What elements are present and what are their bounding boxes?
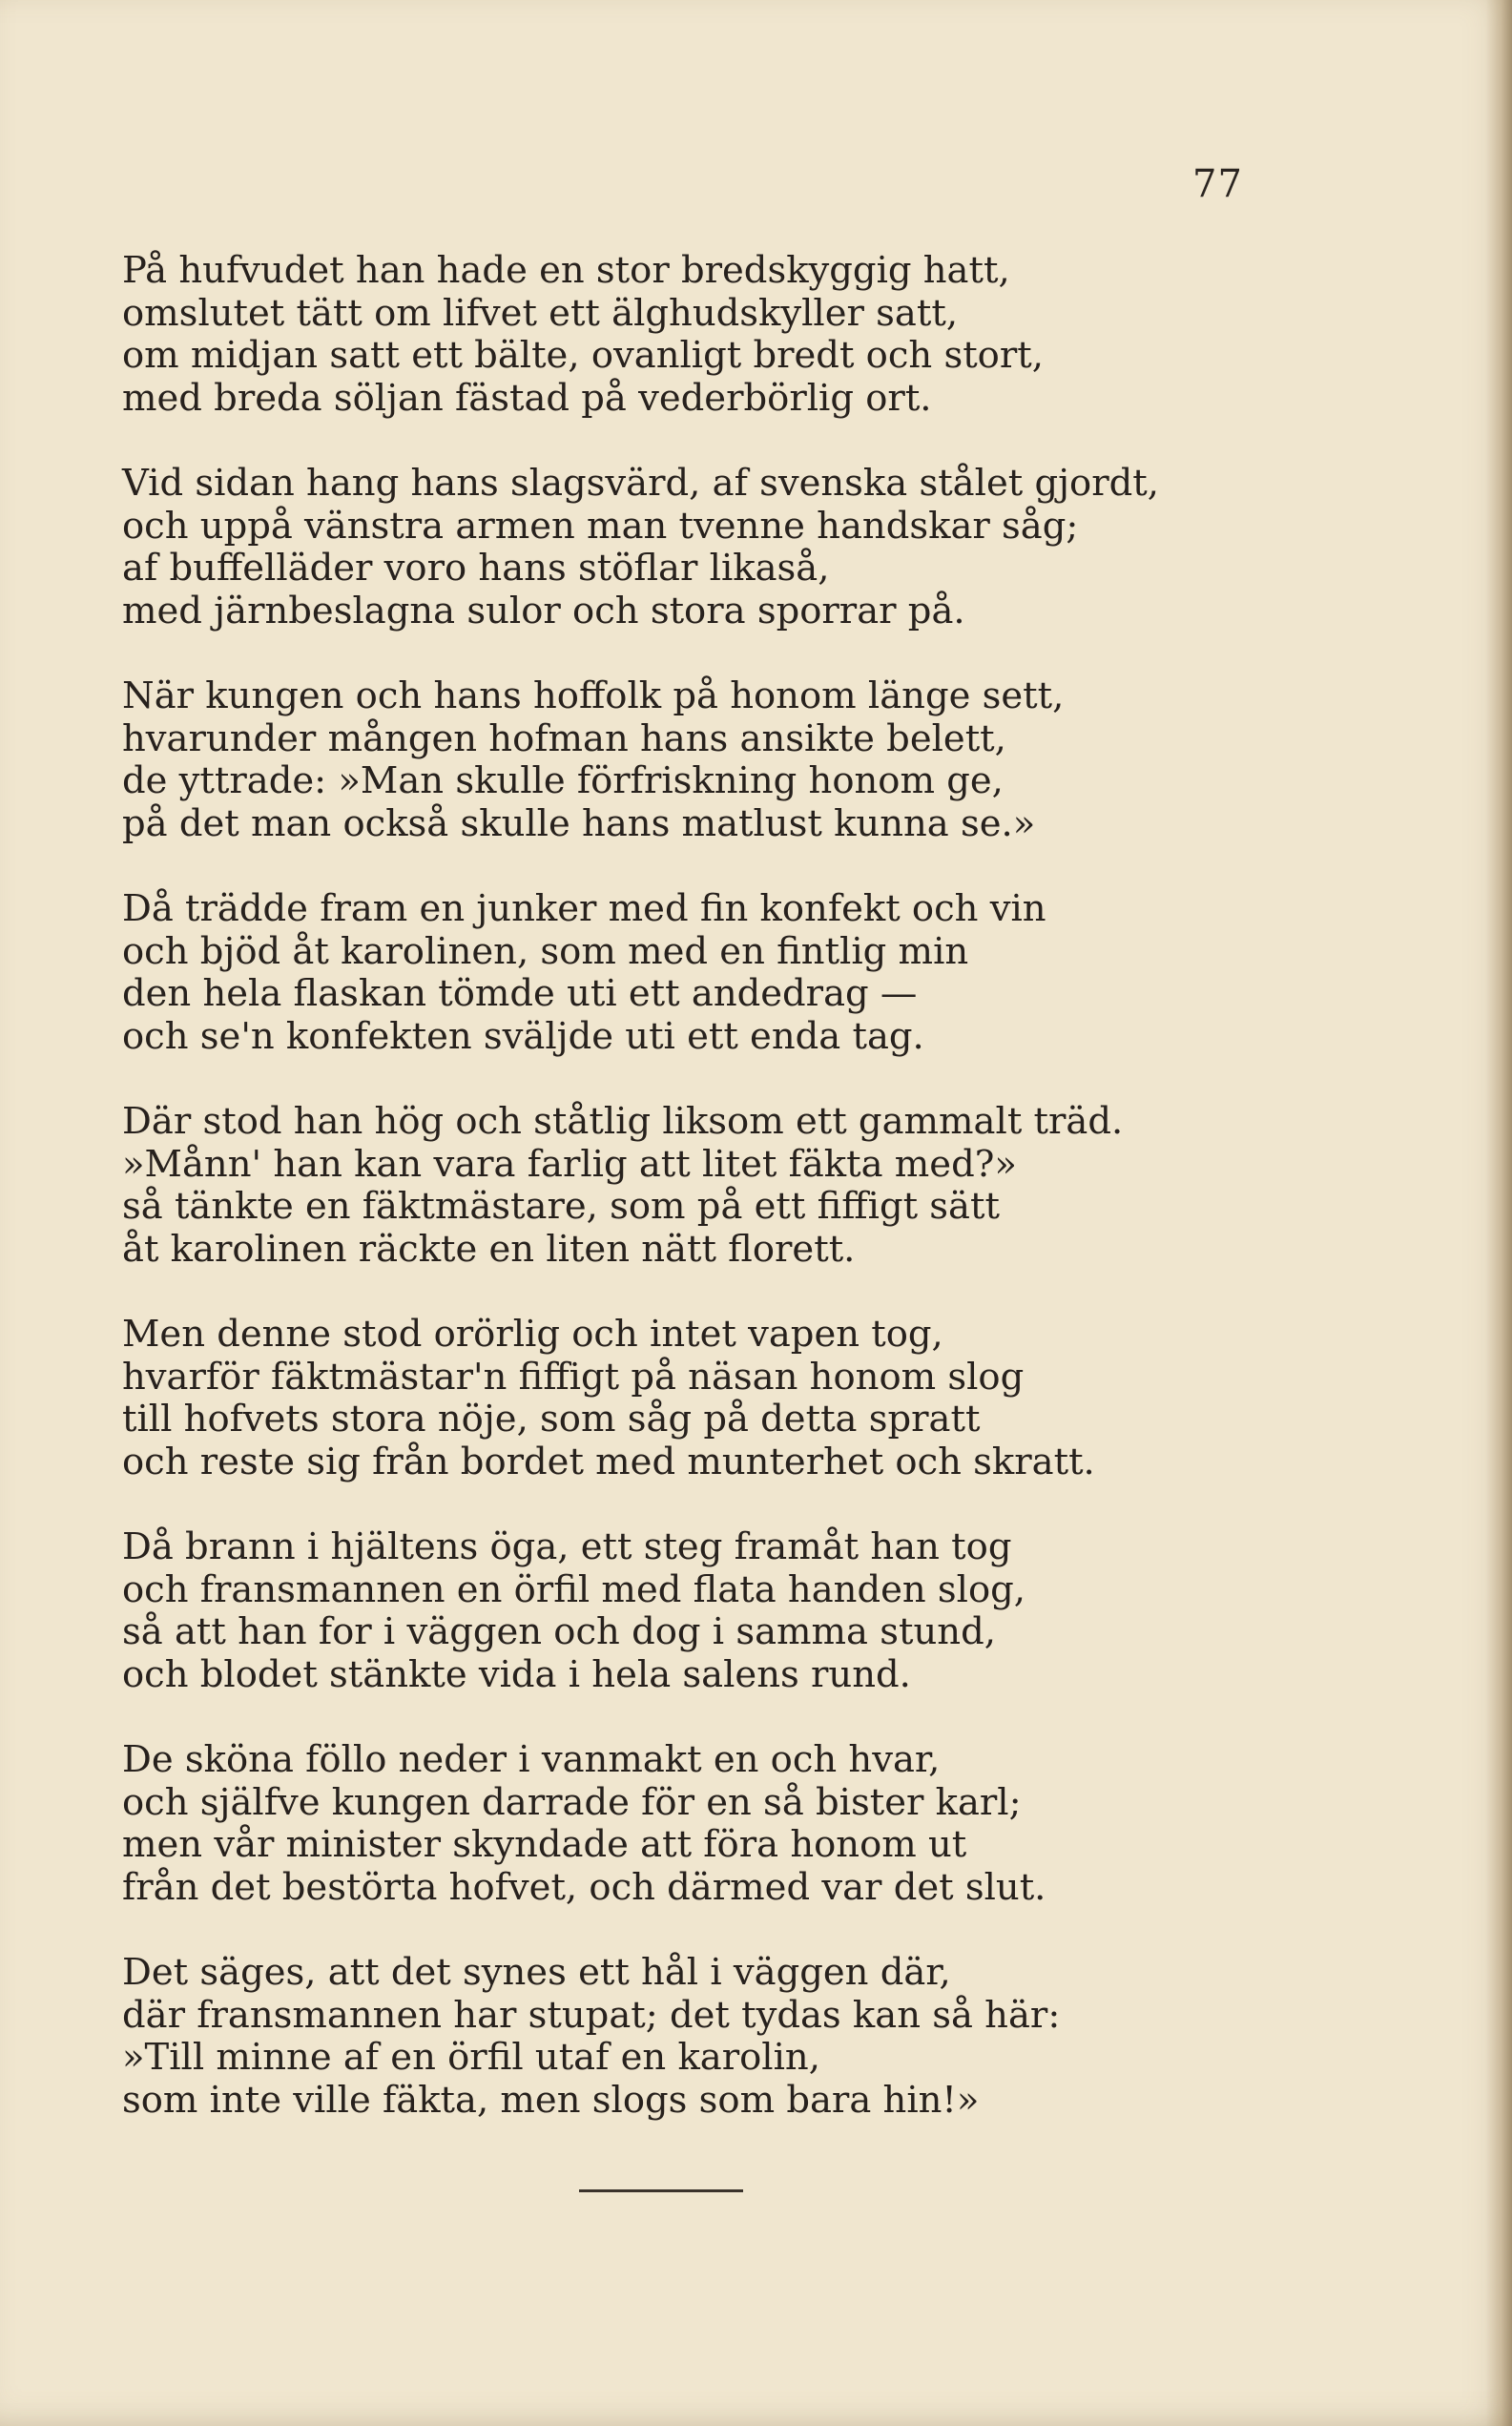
stanza (122, 1526, 1343, 1696)
verse-line: och själfve kungen darrade för en så bister karl; (122, 1780, 1022, 1824)
verse-line: från det bestörta hofvet, och därmed var det slut. (122, 1865, 1046, 1909)
verse-line: till hofvets stora nöje, som såg på detta spratt (122, 1398, 981, 1441)
verse-line: med breda söljan fästad på vederbörlig ort. (122, 376, 932, 420)
verse-line: på det man också skulle hans matlust kunna se.» (122, 801, 1036, 845)
verse-line: så att han for i väggen och dog i samma stund, (122, 1610, 996, 1653)
verse-line: den hela flaskan tömde uti ett andedrag — (122, 972, 918, 1015)
verse-line: och reste sig från bordet med munterhet och skratt. (122, 1440, 1095, 1483)
verse-line: På hufvudet han hade en stor bredskyggig hatt, (122, 249, 1010, 292)
verse-line: Men denne stod orörlig och intet vapen tog, (122, 1313, 943, 1356)
verse-line: »Till minne af en örfil utaf en karolin, (122, 2036, 820, 2079)
verse-line: som inte ville fäkta, men slogs som bara hin!» (122, 2078, 980, 2122)
verse-line: När kungen och hans hoffolk på honom länge sett, (122, 674, 1065, 717)
verse-line: hvarunder mången hofman hans ansikte belett, (122, 716, 1006, 760)
verse-line: och se'n konfekten sväljde uti ett enda tag. (122, 1014, 924, 1058)
stanza (122, 1739, 1343, 1909)
verse-line: De sköna föllo neder i vanmakt en och hvar, (122, 1738, 941, 1781)
verse-line: »Månn' han kan vara farlig att litet fäkta med?» (122, 1142, 1017, 1186)
poem (122, 250, 1343, 2165)
verse-line: Det säges, att det synes ett hål i väggen där, (122, 1951, 951, 1994)
verse-line: Då trädde fram en junker med fin konfekt och vin (122, 887, 1046, 930)
verse-line: så tänkte en fäktmästare, som på ett fiffigt sätt (122, 1185, 1000, 1228)
verse-line: och blodet stänkte vida i hela salens rund. (122, 1652, 911, 1696)
page-number: 77 (1192, 162, 1243, 206)
stanza (122, 675, 1343, 845)
stanza (122, 1952, 1343, 2122)
verse-line: de yttrade: »Man skulle förfriskning honom ge, (122, 759, 1004, 802)
verse-line: Då brann i hjältens öga, ett steg framåt han tog (122, 1525, 1012, 1568)
stanza (122, 250, 1343, 420)
verse-line: och uppå vänstra armen man tvenne handskar såg; (122, 504, 1079, 548)
verse-line: Vid sidan hang hans slagsvärd, af svenska stålet gjordt, (122, 462, 1159, 505)
stanza (122, 463, 1343, 632)
verse-line: och bjöd åt karolinen, som med en fintlig min (122, 929, 969, 973)
stanza (122, 888, 1343, 1058)
verse-line: med järnbeslagna sulor och stora sporrar på. (122, 589, 965, 632)
verse-line: åt karolinen räckte en liten nätt florett. (122, 1227, 856, 1271)
verse-line: men vår minister skyndade att föra honom ut (122, 1823, 967, 1866)
stanza (122, 1101, 1343, 1271)
verse-line: och fransmannen en örfil med flata handen slog, (122, 1567, 1026, 1611)
verse-line: omslutet tätt om lifvet ett älghudskyller satt, (122, 291, 959, 335)
verse-line: hvarför fäktmästar'n fiffigt på näsan honom slog (122, 1355, 1025, 1399)
stanza (122, 1314, 1343, 1483)
verse-line: där fransmannen har stupat; det tydas kan så här: (122, 1993, 1061, 2037)
verse-line: om midjan satt ett bälte, ovanligt bredt och stort, (122, 334, 1044, 377)
page-edge-shadow (1485, 0, 1512, 2426)
end-rule (579, 2189, 743, 2192)
verse-line: af buffelläder voro hans stöflar likaså, (122, 547, 830, 590)
verse-line: Där stod han hög och ståtlig liksom ett gammalt träd. (122, 1100, 1124, 1143)
